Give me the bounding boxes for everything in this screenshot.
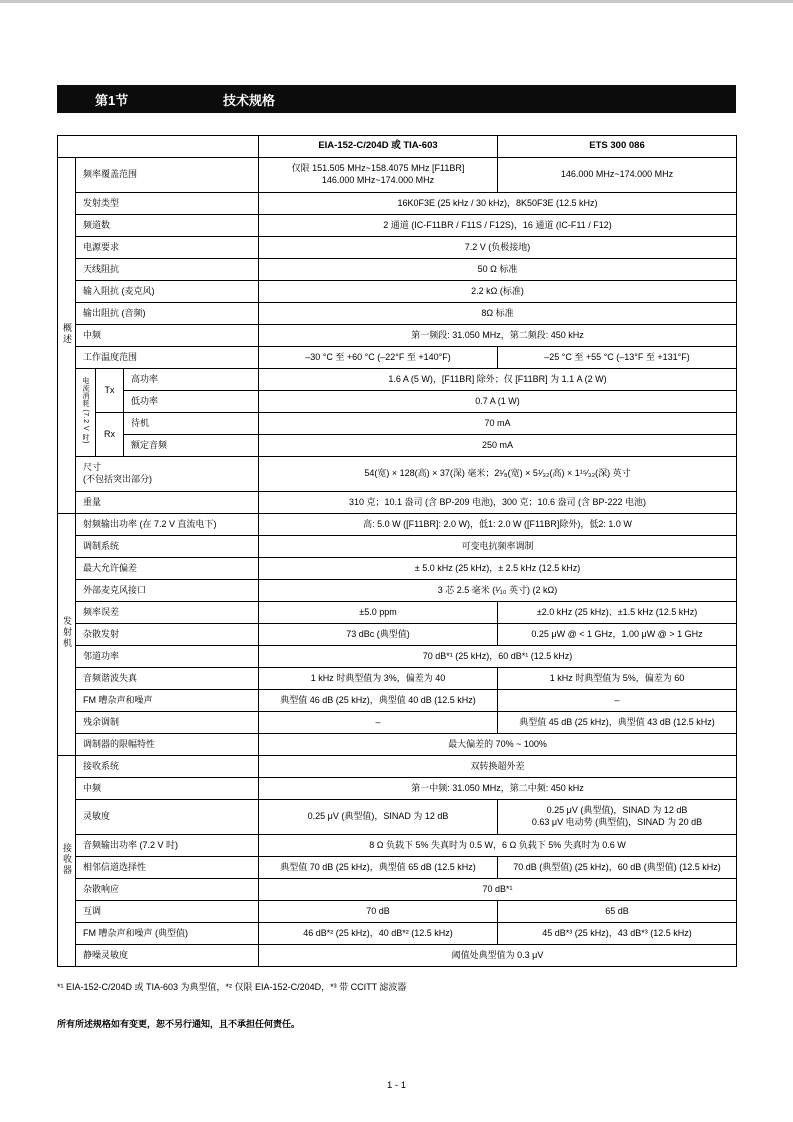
spec-value-span: 7.2 V (负极接地) — [259, 237, 737, 259]
current-drain-group-label: 电流消耗 (7.2 V 时) — [76, 369, 96, 457]
row-spurious-response — [58, 879, 737, 901]
spec-label: 输入阻抗 (麦克风) — [76, 281, 259, 303]
spec-label: 射频输出功率 (在 7.2 V 直流电下) — [76, 514, 259, 536]
page-title: 技术规格 — [223, 92, 276, 108]
spec-label: 杂散响应 — [76, 879, 259, 901]
tx-group-label: Tx — [96, 369, 124, 413]
header-standard-eia: EIA-152-C/204D 或 TIA-603 — [259, 136, 498, 158]
spec-value-ets: 65 dB — [498, 901, 737, 923]
section-overview: 概述 — [58, 158, 76, 514]
spec-value-eia: ±5.0 ppm — [259, 602, 498, 624]
spec-value-ets: – — [498, 690, 737, 712]
spec-value-span: 16K0F3E (25 kHz / 30 kHz)，8K50F3E (12.5 kHz) — [259, 193, 737, 215]
row-current-drain-standby — [58, 413, 737, 435]
row-modulation-limiting — [58, 734, 737, 756]
spec-value-eia: 典型值 46 dB (25 kHz)，典型值 40 dB (12.5 kHz) — [259, 690, 498, 712]
section-header-bar — [57, 85, 736, 113]
row-squelch-sensitivity — [58, 945, 737, 967]
spec-value-ets: 0.25 μW @ < 1 GHz，1.00 μW @ > 1 GHz — [498, 624, 737, 646]
header-standard-ets: ETS 300 086 — [498, 136, 737, 158]
spec-label: 待机 — [124, 413, 259, 435]
row-residual-modulation — [58, 712, 737, 734]
spec-value-span: 1.6 A (5 W)，[F11BR] 除外；仅 [F11BR] 为 1.1 A (2 W) — [259, 369, 737, 391]
row-dimensions — [58, 457, 737, 492]
row-rf-output-power — [58, 514, 737, 536]
spec-label: 输出阻抗 (音频) — [76, 303, 259, 325]
spec-value-ets: 1 kHz 时典型值为 5%，偏差为 60 — [498, 668, 737, 690]
spec-value-ets: 146.000 MHz~174.000 MHz — [498, 158, 737, 193]
spec-value-ets: 典型值 45 dB (25 kHz)，典型值 43 dB (12.5 kHz) — [498, 712, 737, 734]
spec-label: 发射类型 — [76, 193, 259, 215]
spec-value-span: ± 5.0 kHz (25 kHz)，± 2.5 kHz (12.5 kHz) — [259, 558, 737, 580]
spec-value-eia: 1 kHz 时典型值为 3%，偏差为 40 — [259, 668, 498, 690]
spec-value-span: 8 Ω 负载下 5% 失真时为 0.5 W，6 Ω 负载下 5% 失真时为 0.6 W — [259, 835, 737, 857]
spec-value-eia: 46 dB*² (25 kHz)，40 dB*² (12.5 kHz) — [259, 923, 498, 945]
spec-value-span: 70 mA — [259, 413, 737, 435]
spec-value-eia: 0.25 μV (典型值)，SINAD 为 12 dB — [259, 800, 498, 835]
spec-label: 额定音频 — [124, 435, 259, 457]
spec-value-span: 70 dB*¹ (25 kHz)，60 dB*¹ (12.5 kHz) — [259, 646, 737, 668]
row-fm-hum-noise-tx — [58, 690, 737, 712]
rx-group-label: Rx — [96, 413, 124, 457]
spec-value-span: 阈值处典型值为 0.3 μV — [259, 945, 737, 967]
row-receive-system — [58, 756, 737, 778]
row-rx-intermediate-frequency — [58, 778, 737, 800]
spec-value-span: 0.7 A (1 W) — [259, 391, 737, 413]
spec-label: 中频 — [76, 325, 259, 347]
spec-value-span: 3 芯 2.5 毫米 (¹⁄₁₀ 英寸) (2 kΩ) — [259, 580, 737, 602]
spec-value-span: 高: 5.0 W ([F11BR]: 2.0 W)，低1: 2.0 W ([F11BR]除外)，低2: 1.0 W — [259, 514, 737, 536]
row-modulation-system — [58, 536, 737, 558]
row-adjacent-channel-selectivity — [58, 857, 737, 879]
spec-value-span: 8Ω 标准 — [259, 303, 737, 325]
spec-label: 频率覆盖范围 — [76, 158, 259, 193]
spec-value-eia: 典型值 70 dB (25 kHz)，典型值 65 dB (12.5 kHz) — [259, 857, 498, 879]
spec-value-span: 310 克；10.1 盎司 (含 BP-209 电池)，300 克；10.6 盎司 (含 BP-222 电池) — [259, 492, 737, 514]
spec-label: 杂散发射 — [76, 624, 259, 646]
spec-value-eia: –30 °C 至 +60 °C (–22°F 至 +140°F) — [259, 347, 498, 369]
spec-label: 互调 — [76, 901, 259, 923]
spec-label: 调制器的限幅特性 — [76, 734, 259, 756]
row-antenna-impedance — [58, 259, 737, 281]
section-receiver: 接收器 — [58, 756, 76, 967]
spec-value-ets: –25 °C 至 +55 °C (–13°F 至 +131°F) — [498, 347, 737, 369]
spec-value-span: 最大偏差的 70% ~ 100% — [259, 734, 737, 756]
row-intermodulation — [58, 901, 737, 923]
spec-label: 电源要求 — [76, 237, 259, 259]
row-operating-temperature — [58, 347, 737, 369]
spec-value-ets: 0.25 μV (典型值)，SINAD 为 12 dB 0.63 μV 电动势 (典型值)，SINAD 为 20 dB — [498, 800, 737, 835]
row-external-mic-connector — [58, 580, 737, 602]
row-frequency-error — [58, 602, 737, 624]
spec-value-span: 2 通道 (IC-F11BR / F11S / F12S)，16 通道 (IC-F11 / F12) — [259, 215, 737, 237]
row-spurious-emissions — [58, 624, 737, 646]
row-emission-type — [58, 193, 737, 215]
spec-label: 音频谐波失真 — [76, 668, 259, 690]
row-current-drain-low-power — [58, 391, 737, 413]
document-page — [57, 85, 736, 1030]
spec-label: 邻道功率 — [76, 646, 259, 668]
spec-value-eia: – — [259, 712, 498, 734]
row-power-requirement — [58, 237, 737, 259]
spec-label: 低功率 — [124, 391, 259, 413]
spec-value-span: 250 mA — [259, 435, 737, 457]
row-adjacent-channel-power — [58, 646, 737, 668]
row-intermediate-frequency — [58, 325, 737, 347]
row-output-impedance — [58, 303, 737, 325]
row-channel-count — [58, 215, 737, 237]
spec-label: 最大允许偏差 — [76, 558, 259, 580]
spec-label: 尺寸 (不包括突出部分) — [76, 457, 259, 492]
row-audio-harmonic-distortion — [58, 668, 737, 690]
row-frequency-coverage — [58, 158, 737, 193]
row-weight — [58, 492, 737, 514]
spec-value-span: 2.2 kΩ (标准) — [259, 281, 737, 303]
spec-value-span: 第一中频: 31.050 MHz，第二中频: 450 kHz — [259, 778, 737, 800]
spec-label: FM 嘈杂声和噪声 (典型值) — [76, 923, 259, 945]
section-number: 第1节 — [95, 92, 129, 108]
row-input-impedance — [58, 281, 737, 303]
spec-table — [57, 135, 737, 967]
header-empty-cell — [58, 136, 259, 158]
spec-label: 接收系统 — [76, 756, 259, 778]
spec-value-ets: 70 dB (典型值) (25 kHz)，60 dB (典型值) (12.5 kHz) — [498, 857, 737, 879]
spec-label: 外部麦克风接口 — [76, 580, 259, 602]
spec-value-eia: 73 dBc (典型值) — [259, 624, 498, 646]
row-sensitivity — [58, 800, 737, 835]
spec-label: 相邻信道选择性 — [76, 857, 259, 879]
spec-value-span: 54(宽) × 128(高) × 37(深) 毫米；2¹⁄₈(宽) × 5¹⁄₃₂(高) × 1¹⁵⁄₃₂(深) 英寸 — [259, 457, 737, 492]
disclaimer-text: 所有所述规格如有变更，恕不另行通知，且不承担任何责任。 — [57, 1019, 301, 1029]
spec-label: 中频 — [76, 778, 259, 800]
spec-value-span: 50 Ω 标准 — [259, 259, 737, 281]
spec-value-ets: 45 dB*³ (25 kHz)，43 dB*³ (12.5 kHz) — [498, 923, 737, 945]
spec-value-span: 可变电抗频率调制 — [259, 536, 737, 558]
spec-label: 灵敏度 — [76, 800, 259, 835]
spec-value-eia: 仅限 151.505 MHz~158.4075 MHz [F11BR] 146.000 MHz~174.000 MHz — [259, 158, 498, 193]
spec-value-span: 第一频段: 31.050 MHz，第二频段: 450 kHz — [259, 325, 737, 347]
spec-label: 残余调制 — [76, 712, 259, 734]
spec-label: 重量 — [76, 492, 259, 514]
spec-label: 天线阻抗 — [76, 259, 259, 281]
footnote-text: *¹ EIA-152-C/204D 或 TIA-603 为典型值，*² 仅限 EIA-152-C/204D，*³ 带 CCITT 滤波器 — [57, 982, 407, 992]
spec-label: 频率误差 — [76, 602, 259, 624]
spec-label: 高功率 — [124, 369, 259, 391]
page-number: 1 - 1 — [386, 1080, 406, 1091]
section-transmitter: 发射机 — [58, 514, 76, 756]
row-af-output-power — [58, 835, 737, 857]
spec-label: 频道数 — [76, 215, 259, 237]
row-current-drain-rated-audio — [58, 435, 737, 457]
spec-label: 调制系统 — [76, 536, 259, 558]
row-fm-hum-noise-rx — [58, 923, 737, 945]
row-current-drain-high-power — [58, 369, 737, 391]
spec-value-span: 双转换超外差 — [259, 756, 737, 778]
spec-label: 音频输出功率 (7.2 V 时) — [76, 835, 259, 857]
spec-label: FM 嘈杂声和噪声 — [76, 690, 259, 712]
spec-value-ets: ±2.0 kHz (25 kHz)、±1.5 kHz (12.5 kHz) — [498, 602, 737, 624]
spec-value-eia: 70 dB — [259, 901, 498, 923]
table-header-row — [58, 136, 737, 158]
page-top-edge — [0, 0, 793, 3]
spec-value-span: 70 dB*¹ — [259, 879, 737, 901]
spec-label: 工作温度范围 — [76, 347, 259, 369]
row-max-deviation — [58, 558, 737, 580]
spec-label: 静噪灵敏度 — [76, 945, 259, 967]
